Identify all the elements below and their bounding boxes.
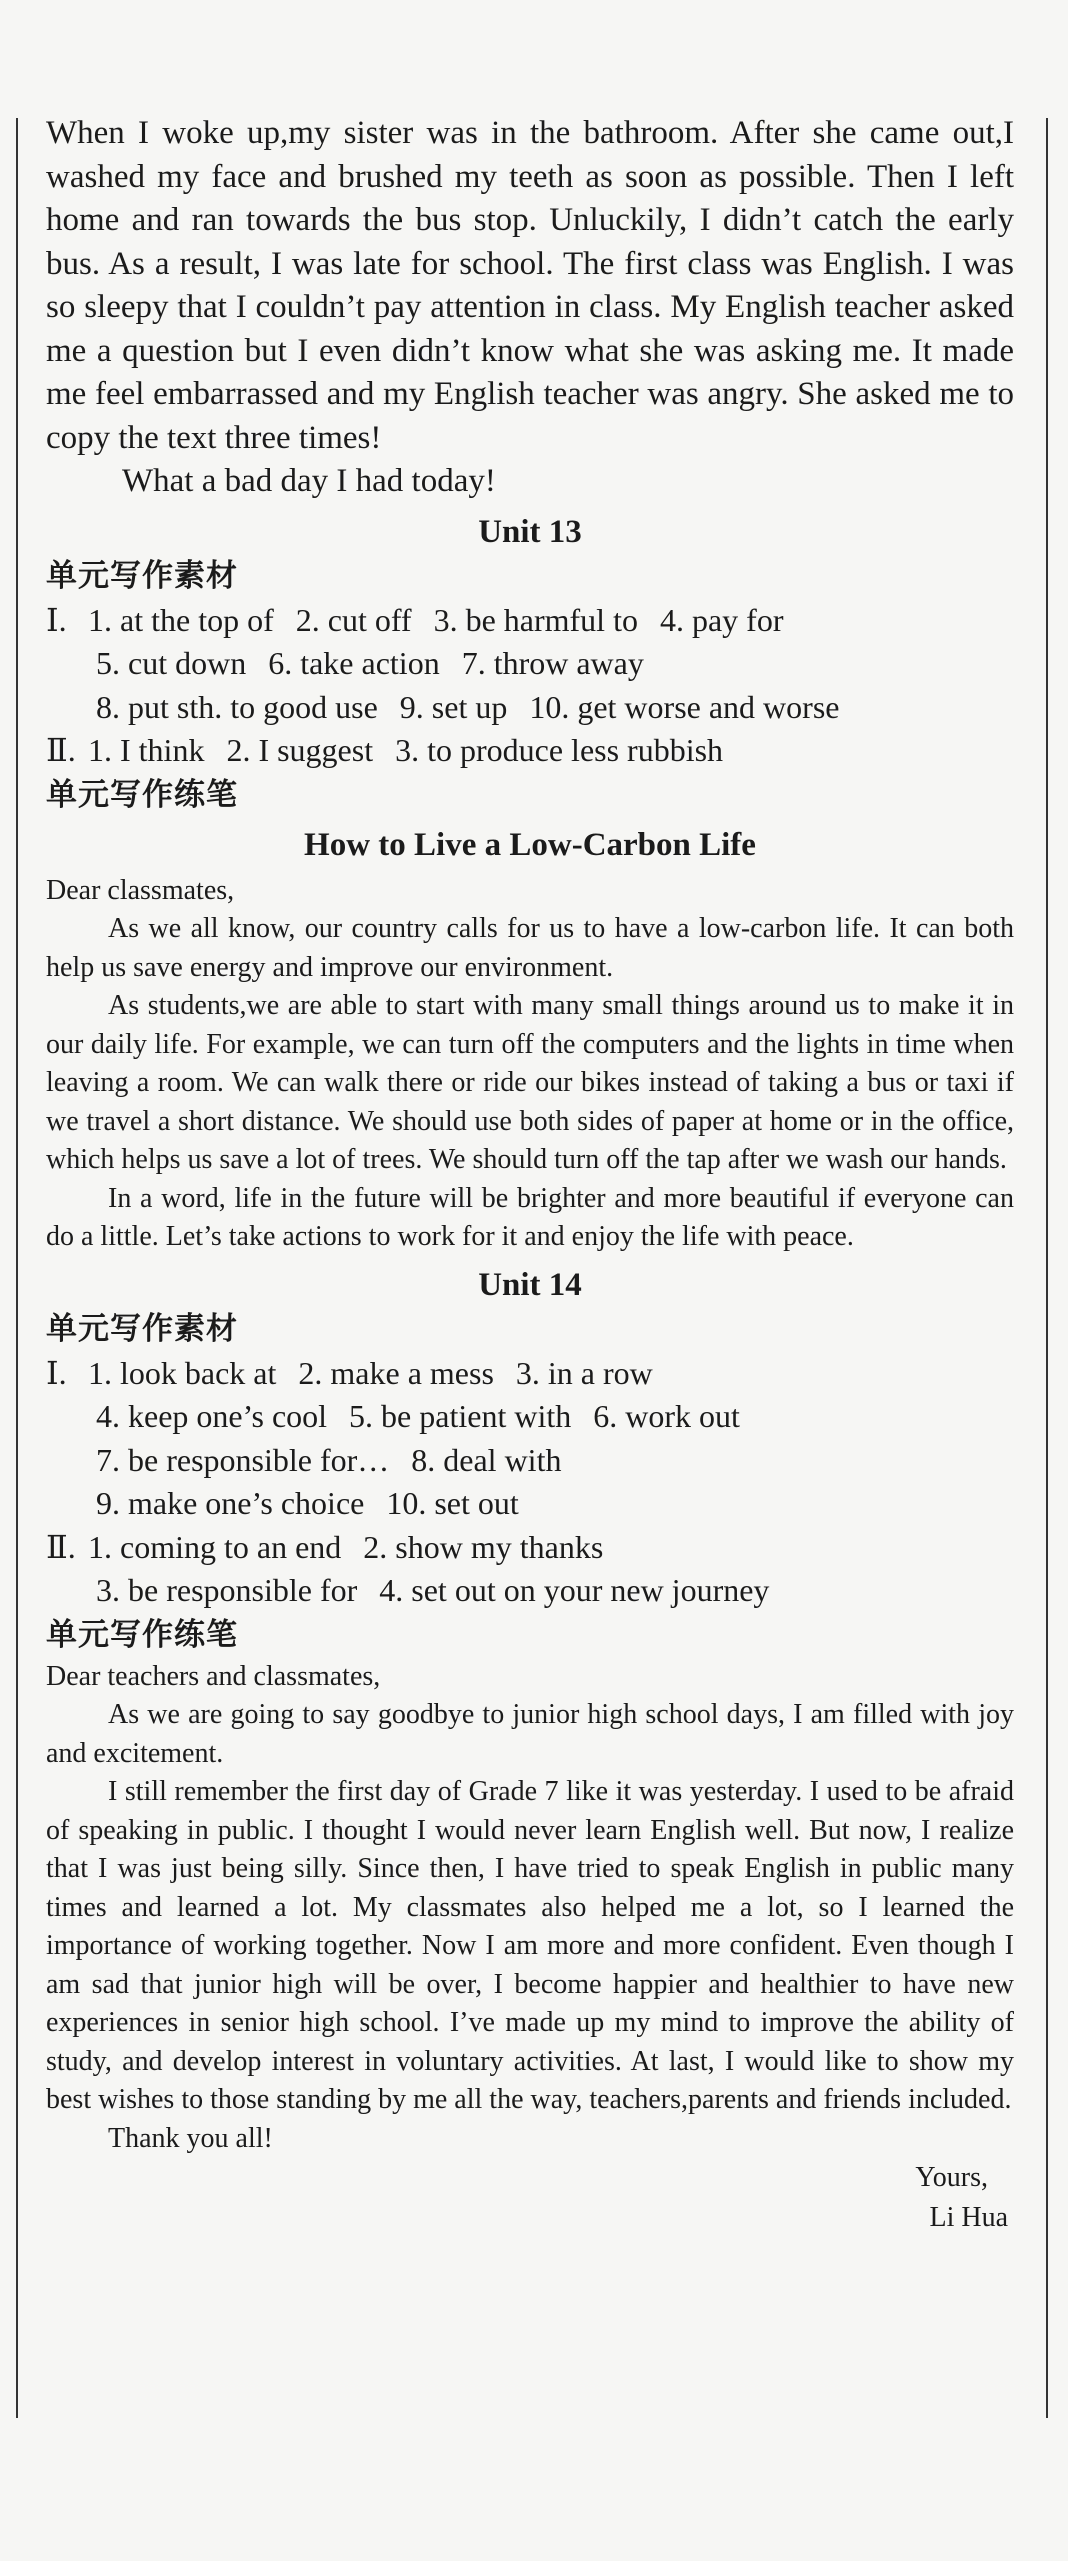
phrase-item: 4. keep one’s cool — [96, 1398, 328, 1434]
phrase-item: 4. set out on your new journey — [379, 1572, 770, 1608]
phrase-item: 5. be patient with — [349, 1398, 572, 1434]
signature-block — [46, 2158, 1014, 2238]
letter-paragraph: As we are going to say goodbye to junior high school days, I am filled with joy and excitement. — [46, 1699, 1014, 1769]
phrase-item: 5. cut down — [96, 645, 247, 681]
phrase-item: 2. show my thanks — [363, 1528, 604, 1565]
list-row — [46, 1439, 1014, 1483]
list-row — [46, 642, 1014, 686]
letter — [46, 872, 1014, 1257]
letter-paragraph: As we all know, our country calls for us to have a low-carbon life. It can both help us save energy and improve our environment. — [46, 913, 1014, 983]
phrase-item: 3. to produce less rubbish — [395, 732, 724, 768]
part-label: Ⅱ. — [46, 1528, 76, 1565]
unit-14-section — [46, 1263, 1014, 2239]
signature-name: Li Hua — [929, 2202, 1008, 2233]
list-row — [46, 1482, 1014, 1526]
phrase-item: 8. deal with — [411, 1441, 562, 1478]
practice-heading: 单元写作练笔 — [46, 1616, 238, 1653]
letter-paragraph: Thank you all! — [108, 2122, 273, 2154]
phrase-item: 1. at the top of — [88, 601, 274, 638]
salutation: Dear classmates, — [46, 874, 235, 906]
right-margin-rule — [1046, 118, 1048, 2418]
list-row — [46, 1526, 1014, 1570]
material-heading: 单元写作素材 — [46, 557, 238, 594]
list-row — [46, 729, 1014, 773]
unit-title: Unit 13 — [478, 513, 582, 550]
phrase-item: 6. take action — [268, 645, 440, 681]
passage-a-exclamation: What a bad day I had today! — [122, 463, 496, 499]
phrase-item: 4. pay for — [659, 601, 784, 638]
part-label: Ⅰ. — [46, 1354, 67, 1391]
left-margin-rule — [16, 118, 18, 2418]
phrase-item: 7. throw away — [461, 645, 644, 681]
material-heading: 单元写作素材 — [46, 1310, 238, 1347]
closing: Yours, — [915, 2162, 988, 2193]
phrase-item: 3. in a row — [515, 1354, 653, 1391]
essay-title: How to Live a Low-Carbon Life — [304, 826, 756, 863]
vocabulary-list — [46, 599, 1014, 773]
unit-13-section — [46, 510, 1014, 1257]
phrase-item: 1. I think — [88, 732, 205, 768]
phrase-item: 10. set out — [386, 1485, 519, 1521]
phrase-item: 10. get worse and worse — [529, 688, 840, 725]
salutation: Dear teachers and classmates, — [46, 1660, 381, 1692]
phrase-item: 2. I suggest — [226, 732, 374, 768]
list-row — [46, 1352, 1014, 1396]
letter-paragraph: In a word, life in the future will be brighter and more beautiful if everyone can do a little. Let’s take actions to work for it and enjoy the life with peace. — [46, 1182, 1014, 1252]
phrase-item: 2. make a mess — [298, 1354, 494, 1391]
phrase-item: 9. make one’s choice — [96, 1485, 365, 1521]
list-row — [46, 686, 1014, 730]
phrase-item: 8. put sth. to good use — [96, 688, 378, 725]
passage-a-paragraph: When I woke up,my sister was in the bathroom. After she came out,I washed my face and brushed my teeth as soon as possible. Then I left home and ran towards the bus stop. Unluckily, I didn’t catch the early bus. As a result, I was late for school. The first class was English. I was so sleepy that I couldn’t pay attention in class. My English teacher asked me a question but I even didn’t know what she was asking me. It made me feel embarrassed and my English teacher was angry. She asked me to copy the text three times! — [46, 115, 1014, 456]
phrase-item: 7. be responsible for… — [96, 1441, 390, 1478]
phrase-item: 6. work out — [593, 1398, 740, 1434]
list-row — [46, 1395, 1014, 1439]
phrase-item: 9. set up — [399, 688, 508, 725]
vocabulary-list — [46, 1352, 1014, 1613]
answer-page — [46, 112, 1014, 2238]
phrase-item: 2. cut off — [295, 601, 412, 638]
list-row — [46, 1569, 1014, 1613]
phrase-item: 3. be harmful to — [433, 601, 638, 638]
unit-title: Unit 14 — [478, 1266, 582, 1303]
phrase-item: 1. coming to an end — [88, 1528, 342, 1565]
letter — [46, 1658, 1014, 2239]
list-row — [46, 599, 1014, 643]
letter-paragraph: As students,we are able to start with many small things around us to make it in our daily life. For example, we can turn off the computers and the lights in time when leaving a room. We can walk there or ride our bikes instead of taking a bus or taxi if we travel a short distance. We should use both sides of paper at home or in the office, which helps us save a lot of trees. We should turn off the tap after we wash our hands. — [46, 990, 1014, 1175]
letter-paragraph: I still remember the first day of Grade 7 like it was yesterday. I used to be afraid of speaking in public. I thought I would never learn English well. But now, I realize that I was just being silly. Since then, I have tried to speak English in public many times and learned a lot. My classmates also helped me a lot, so I learned the importance of working together. Now I am more and more confident. Even though I am sad that junior high will be over, I become happier and healthier to have new experiences in senior high school. I’ve made up my mind to improve the ability of study, and develop interest in voluntary activities. At last, I would like to show my best wishes to those standing by me all the way, teachers,parents and friends included. — [46, 1776, 1014, 2115]
passage-a — [46, 112, 1014, 504]
practice-heading: 单元写作练笔 — [46, 776, 238, 813]
phrase-item: 3. be responsible for — [96, 1572, 358, 1608]
phrase-item: 1. look back at — [88, 1354, 277, 1391]
part-label: Ⅰ. — [46, 601, 67, 638]
part-label: Ⅱ. — [46, 732, 76, 768]
